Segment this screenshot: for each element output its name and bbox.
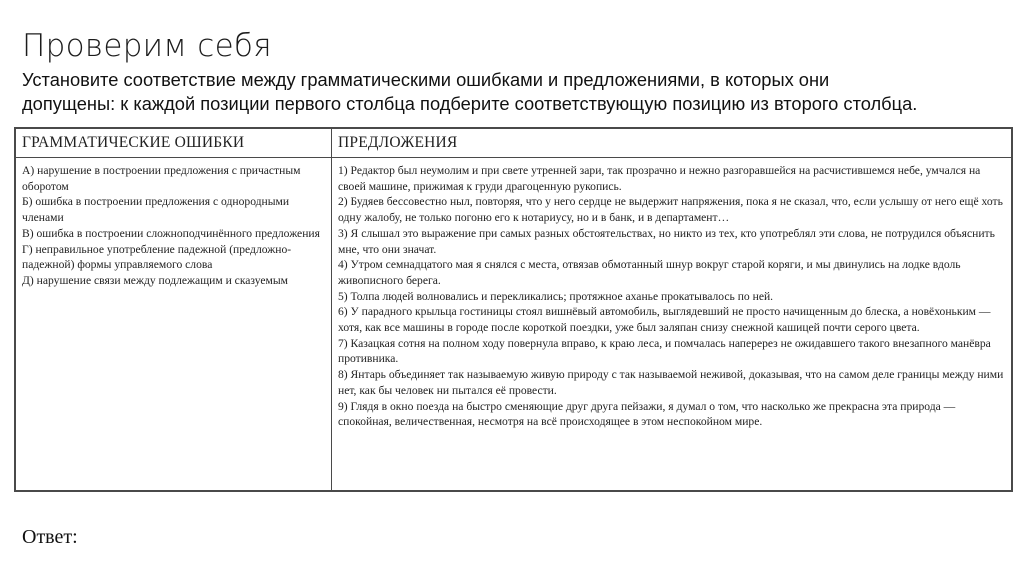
sentence-item-5: 5) Толпа людей волновались и перекликались; протяжное аханье прокатывалось по ней.	[338, 289, 774, 303]
sentence-item-8: 8) Янтарь объединяет так называемую живую природу с так называемой неживой, доказывая, что на самом деле границы между ними нет, как бы человек ни пытался её провести.	[338, 368, 1004, 397]
sentence-item-4: 4) Утром семнадцатого мая я снялся с места, отвязав обмотанный шнур вокруг старой коряги, и мы двинулись на лодке вдоль живописного берега.	[338, 258, 961, 287]
sentence-item-3: 3) Я слышал это выражение при самых разных обстоятельствах, но никто из тех, кто употреблял эти слова, не потрудился объяснить мне, что они значат.	[338, 226, 995, 256]
error-item-g: Г) неправильное употребление падежной (предложно-падежной) формы управляемого слова	[22, 242, 292, 272]
sentence-item-1: 1) Редактор был неумолим и при свете утренней зари, так прозрачно и нежно разгоравшейся на расчистившемся небе, умчался на своей машине, прижимая к груди драгоценную рукопись.	[338, 164, 981, 193]
header-sentences: ПРЕДЛОЖЕНИЯ	[338, 134, 458, 151]
answer-label: Ответ:	[22, 526, 78, 548]
table-header-row	[16, 129, 1011, 158]
task-instruction: Установите соответствие между грамматическими ошибками и предложениями, в которых они допущены: к каждой позиции первого столбца подберите соответствующую позицию из второго столбца.	[22, 69, 918, 114]
matching-table	[14, 127, 1013, 492]
sentence-item-7: 7) Казацкая сотня на полном ходу повернула вправо, к краю леса, и помчалась наперерез не ожидавшего такого внезапного манёвра противника.	[338, 336, 991, 366]
sentence-item-9: 9) Глядя в окно поезда на быстро сменяющие друг друга пейзажи, я думал о том, что насколько же прекрасна эта природа — спокойная, величественная, несмотря на всё происходящее в этом неспокойном мире.	[338, 399, 956, 429]
sentence-item-6: 6) У парадного крыльца гостиницы стоял вишнёвый автомобиль, выглядевший не просто начищенным до блеска, а новёхоньким — хотя, как все машины в городе после короткой поездки, уже был заляпан снизу снежной кашицей почти серого цвета.	[338, 305, 991, 335]
sentences-column	[338, 163, 1008, 430]
column-divider	[331, 129, 332, 490]
slide-title: Проверим себя	[22, 28, 272, 64]
sentence-item-2: 2) Будяев бессовестно ныл, повторяя, что у него сердце не выдержит напряжения, пока я не сказал, что, если услышу от него ещё хоть одну жалобу, не только погоню его к нотариусу, но и в банк, и в департамент…	[338, 195, 1003, 225]
errors-column	[22, 163, 327, 289]
error-item-a: А) нарушение в построении предложения с причастным оборотом	[22, 164, 301, 193]
error-item-b: Б) ошибка в построении предложения с однородными членами	[22, 195, 290, 225]
error-item-v: В) ошибка в построении сложноподчинённого предложения	[22, 226, 320, 240]
error-item-d: Д) нарушение связи между подлежащим и сказуемым	[22, 273, 289, 287]
header-grammatical-errors: ГРАММАТИЧЕСКИЕ ОШИБКИ	[22, 134, 245, 151]
